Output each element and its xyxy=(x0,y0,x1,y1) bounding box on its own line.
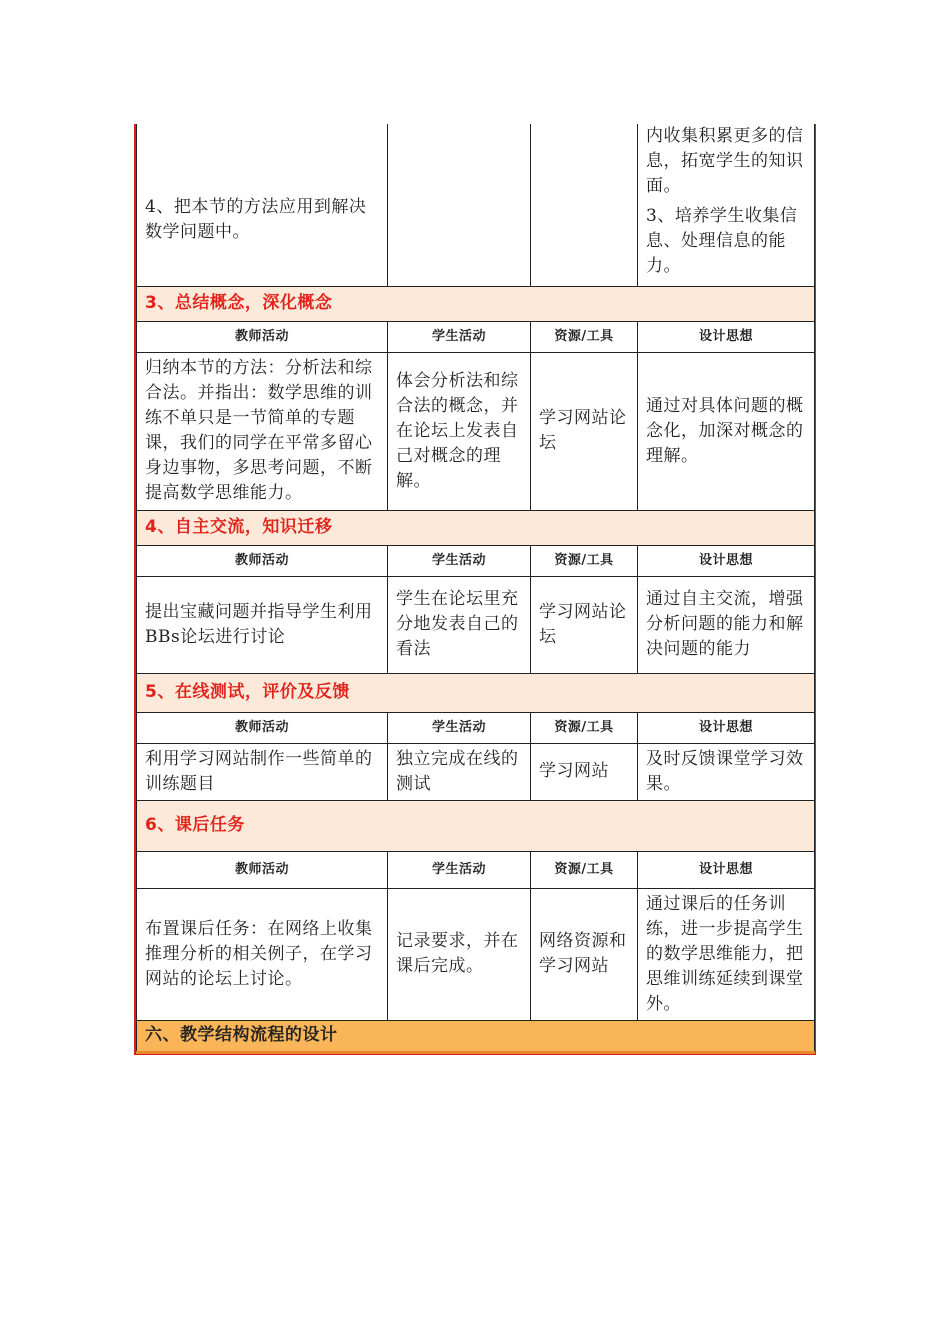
col-header-student: 学生活动 xyxy=(388,712,531,743)
column-header-row xyxy=(137,851,815,888)
student-activity-cell: 体会分析法和综合法的概念，并在论坛上发表自己对概念的理解。 xyxy=(388,352,531,510)
column-header-row xyxy=(137,712,815,743)
col-header-design: 设计思想 xyxy=(638,321,815,352)
col-header-teacher: 教师活动 xyxy=(137,321,388,352)
resource-cell xyxy=(531,124,638,286)
student-activity-cell: 学生在论坛里充分地发表自己的看法 xyxy=(388,576,531,673)
col-header-teacher: 教师活动 xyxy=(137,712,388,743)
student-activity-cell xyxy=(388,124,531,286)
col-header-resource: 资源/工具 xyxy=(531,321,638,352)
design-idea-cell xyxy=(638,124,815,286)
lesson-plan-table xyxy=(136,124,815,1054)
col-header-design: 设计思想 xyxy=(638,712,815,743)
student-activity-cell: 记录要求，并在课后完成。 xyxy=(388,888,531,1020)
teacher-activity-cell: 4、把本节的方法应用到解决数学问题中。 xyxy=(137,124,388,286)
section-heading-row xyxy=(137,800,815,851)
table-row xyxy=(137,743,815,800)
col-header-teacher: 教师活动 xyxy=(137,545,388,576)
resource-cell: 学习网站论坛 xyxy=(531,352,638,510)
teacher-activity-cell: 布置课后任务：在网络上收集推理分析的相关例子，在学习网站的论坛上讨论。 xyxy=(137,888,388,1020)
col-header-resource: 资源/工具 xyxy=(531,851,638,888)
col-header-resource: 资源/工具 xyxy=(531,712,638,743)
col-header-resource: 资源/工具 xyxy=(531,545,638,576)
design-line: 3、培养学生收集信息、处理信息的能力。 xyxy=(646,206,798,276)
section-heading-row xyxy=(137,510,815,545)
resource-cell: 网络资源和学习网站 xyxy=(531,888,638,1020)
section-heading-row xyxy=(137,286,815,321)
table-row xyxy=(137,888,815,1020)
teacher-activity-cell: 利用学习网站制作一些简单的训练题目 xyxy=(137,743,388,800)
section-title: 3、总结概念，深化概念 xyxy=(137,286,815,321)
resource-cell: 学习网站论坛 xyxy=(531,576,638,673)
section-title: 6、课后任务 xyxy=(137,800,815,851)
column-header-row xyxy=(137,321,815,352)
design-idea-cell: 及时反馈课堂学习效果。 xyxy=(638,743,815,800)
teacher-activity-cell: 归纳本节的方法：分析法和综合法。并指出：数学思维的训练不单只是一节简单的专题课，我们的同学在平常多留心身边事物，多思考问题，不断提高数学思维能力。 xyxy=(137,352,388,510)
chapter-heading-row xyxy=(137,1020,815,1052)
resource-cell: 学习网站 xyxy=(531,743,638,800)
table-row xyxy=(137,124,815,286)
col-header-student: 学生活动 xyxy=(388,321,531,352)
table-row xyxy=(137,576,815,673)
design-idea-cell: 通过对具体问题的概念化，加深对概念的理解。 xyxy=(638,352,815,510)
col-header-teacher: 教师活动 xyxy=(137,851,388,888)
design-idea-cell: 通过课后的任务训练，进一步提高学生的数学思维能力，把思维训练延续到课堂外。 xyxy=(638,888,815,1020)
section-title: 5、在线测试，评价及反馈 xyxy=(137,673,815,712)
chapter-heading: 六、教学结构流程的设计 xyxy=(137,1020,815,1052)
column-header-row xyxy=(137,545,815,576)
col-header-student: 学生活动 xyxy=(388,851,531,888)
col-header-student: 学生活动 xyxy=(388,545,531,576)
student-activity-cell: 独立完成在线的测试 xyxy=(388,743,531,800)
design-line: 内收集积累更多的信息，拓宽学生的知识面。 xyxy=(646,126,804,196)
table-row xyxy=(137,352,815,510)
section-title: 4、自主交流，知识迁移 xyxy=(137,510,815,545)
section-heading-row xyxy=(137,673,815,712)
col-header-design: 设计思想 xyxy=(638,851,815,888)
col-header-design: 设计思想 xyxy=(638,545,815,576)
design-idea-cell: 通过自主交流，增强分析问题的能力和解决问题的能力 xyxy=(638,576,815,673)
teacher-activity-cell: 提出宝藏问题并指导学生利用BBs论坛进行讨论 xyxy=(137,576,388,673)
